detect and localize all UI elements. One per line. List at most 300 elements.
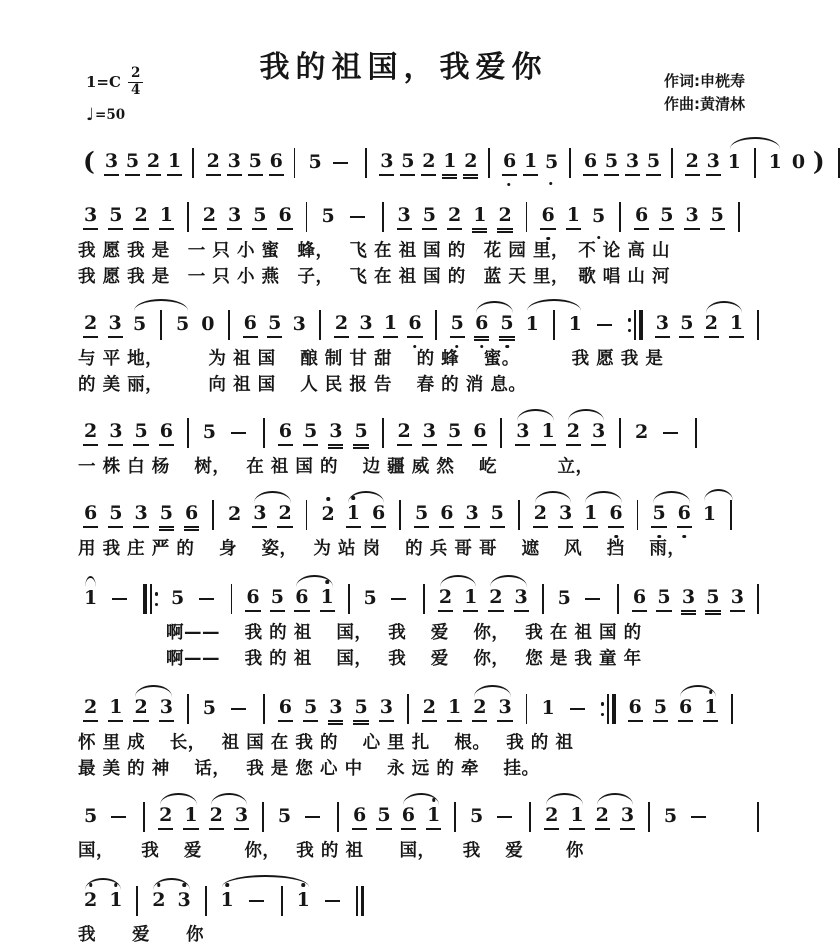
note-digit: 5 [710, 204, 725, 230]
note [604, 150, 617, 176]
thick-barline [639, 310, 643, 340]
note [177, 889, 192, 913]
note [146, 150, 159, 176]
note-digit: 6 [184, 502, 199, 528]
lyrics-row: 用 我 庄 严 的 身 姿， 为 站 岗 的 兵 哥 哥 遮 风 挡 雨， [78, 539, 686, 559]
notation-row [78, 688, 767, 730]
barline [187, 694, 189, 724]
note-digit: 6 [632, 586, 647, 612]
note-digit: 6 [245, 586, 260, 612]
note [442, 150, 455, 176]
note [634, 421, 649, 445]
note-digit: 1 [109, 889, 123, 911]
note [591, 205, 606, 229]
barline [263, 418, 265, 448]
slur [578, 502, 628, 528]
note [400, 150, 413, 176]
note [568, 313, 583, 337]
note [278, 420, 293, 446]
note [108, 204, 123, 230]
dash-note [597, 324, 612, 327]
note-digit: 5 [353, 420, 368, 446]
note [358, 312, 373, 338]
music-system [78, 142, 825, 184]
note-digit: 3 [464, 502, 479, 528]
note [422, 420, 437, 446]
note-digit: 3 [379, 150, 394, 176]
note-digit: 1 [525, 313, 539, 335]
barline [619, 418, 621, 448]
barline [526, 202, 528, 232]
barline [542, 584, 544, 614]
meter-numerator: 2 [128, 66, 143, 83]
note-digit: 2 [566, 420, 581, 446]
note [320, 205, 335, 229]
note-digit: 6 [278, 420, 293, 446]
note-digit: 2 [321, 503, 335, 525]
note [278, 696, 293, 722]
note [422, 204, 437, 230]
note-digit: 5 [248, 150, 263, 176]
slur [697, 500, 740, 530]
note [558, 502, 573, 528]
note-digit: 2 [277, 502, 292, 528]
note-digit: 2 [422, 696, 437, 722]
note-digit: 5 [591, 205, 606, 227]
barline [423, 584, 425, 614]
octave-dot-below [507, 183, 511, 187]
note-digit: 3 [159, 696, 174, 722]
note [83, 204, 98, 230]
note-digit: 3 [620, 804, 635, 830]
note [133, 420, 148, 446]
note-digit: 2 [133, 696, 148, 722]
note-digit: 1 [296, 889, 310, 911]
note-digit: 2 [83, 696, 98, 722]
note [677, 502, 692, 528]
note [108, 312, 123, 338]
note-digit: 2 [397, 420, 412, 446]
quarter-note-icon: ♩ [86, 104, 95, 125]
note-digit: 2 [146, 150, 161, 176]
note [653, 696, 668, 722]
repeat-dots [601, 702, 605, 716]
note [159, 502, 174, 528]
barline [757, 310, 759, 340]
note [514, 586, 529, 612]
note [159, 204, 174, 230]
note [544, 804, 559, 830]
barline [143, 802, 145, 832]
octave-dot-below [549, 182, 553, 186]
note-digit: 5 [422, 204, 437, 230]
note-digit: 1 [729, 312, 744, 338]
barline [205, 886, 207, 916]
note-digit: 3 [108, 312, 123, 338]
note-digit: 1 [320, 586, 335, 612]
barline [294, 148, 296, 178]
note [544, 151, 557, 175]
note [656, 586, 670, 612]
note-digit: 6 [678, 696, 693, 722]
note [83, 420, 98, 446]
note-digit: 6 [472, 420, 487, 446]
note [158, 804, 173, 830]
note [651, 502, 666, 528]
note [379, 150, 392, 176]
lyrics-row: 最 美 的 神 话， 我 是 您 心 中 永 远 的 牵 挂。 [78, 759, 540, 779]
note [108, 502, 123, 528]
slur [78, 587, 103, 611]
note [296, 889, 311, 913]
note [659, 204, 674, 230]
note [729, 312, 744, 338]
note [569, 804, 584, 830]
slur [146, 889, 196, 913]
note [407, 312, 422, 338]
barline [382, 202, 384, 232]
note-digit: 3 [706, 150, 721, 176]
note [540, 697, 555, 721]
note-digit: 1 [703, 696, 718, 722]
repeat-end [628, 310, 643, 340]
note-digit: 6 [474, 312, 489, 338]
note [515, 420, 530, 446]
note-digit: 1 [569, 804, 584, 830]
note [245, 586, 259, 612]
note-digit: 6 [277, 204, 292, 230]
octave-dot-below [413, 345, 417, 349]
slur [469, 312, 519, 338]
octave-dot-below [480, 345, 484, 349]
note-digit: 5 [651, 502, 666, 528]
note [681, 586, 695, 612]
note [108, 889, 123, 913]
lyrics-row: 的 美 丽， 向 祖 国 人 民 报 告 春 的 消 息。 [78, 375, 527, 395]
tempo-marking [86, 105, 143, 125]
barline [617, 584, 619, 614]
note-digit: 2 [158, 804, 173, 830]
music-system [78, 304, 767, 398]
note-digit: 5 [653, 696, 668, 722]
note-digit: 5 [176, 313, 190, 335]
note-digit: 5 [604, 150, 619, 176]
barline [648, 802, 650, 832]
thin-barline [607, 694, 609, 724]
note-digit: 1 [167, 150, 182, 176]
note [685, 150, 698, 176]
note-digit: 6 [371, 502, 386, 528]
note [523, 150, 536, 176]
note [705, 586, 719, 612]
barline [160, 310, 162, 340]
note-digit: 1 [442, 150, 457, 176]
note [83, 696, 98, 722]
note [557, 587, 571, 611]
note [234, 804, 249, 830]
note-digit: 3 [358, 312, 373, 338]
note-digit: 3 [83, 204, 98, 230]
music-system [78, 688, 767, 782]
note [277, 204, 292, 230]
note [414, 502, 429, 528]
note [450, 312, 465, 338]
note-digit: 2 [209, 804, 224, 830]
thick-barline [143, 584, 147, 614]
note-digit: 5 [303, 420, 318, 446]
note [533, 502, 548, 528]
octave-dot-above [325, 580, 329, 584]
note-digit: 2 [533, 502, 548, 528]
note-digit: 3 [730, 586, 745, 612]
note [83, 587, 98, 611]
note-digit: 5 [469, 805, 484, 827]
note [175, 313, 190, 337]
note-digit: 6 [294, 586, 309, 612]
dash-note [305, 816, 320, 819]
note-digit: 3 [515, 420, 530, 446]
note [540, 420, 555, 446]
barline [231, 584, 233, 614]
slur [467, 696, 517, 722]
notation-row [78, 880, 767, 922]
score [0, 142, 825, 948]
barline [757, 584, 759, 614]
note [727, 151, 742, 175]
note [632, 586, 646, 612]
note [183, 804, 198, 830]
barline [187, 202, 189, 232]
note-digit: 2 [595, 804, 610, 830]
note-digit: 3 [558, 502, 573, 528]
slur [723, 148, 787, 178]
dash-note [249, 900, 264, 903]
barline [695, 418, 697, 448]
note-digit: 1 [220, 889, 234, 911]
barline [263, 694, 265, 724]
barline [435, 310, 437, 340]
note-digit: 2 [704, 312, 719, 338]
note-digit: 1 [566, 204, 581, 230]
note [730, 586, 744, 612]
note-digit: 5 [270, 586, 285, 612]
octave-dot-below [505, 345, 509, 349]
note-digit: 2 [463, 150, 478, 176]
note-digit: 0 [201, 313, 215, 335]
note-digit: 1 [84, 587, 98, 609]
note-digit: 5 [125, 150, 140, 176]
repeat-start [143, 584, 158, 614]
slur [699, 312, 749, 338]
note [83, 889, 98, 913]
note [133, 696, 148, 722]
lyrics-row: 怀 里 成 长， 祖 国 在 我 的 心 里 扎 根。 我 的 祖 [78, 733, 574, 753]
repeat-dots [155, 592, 159, 606]
slur [128, 696, 178, 722]
note [463, 150, 476, 176]
octave-dot-above [89, 883, 93, 887]
note [227, 150, 240, 176]
note [83, 502, 98, 528]
note [447, 204, 462, 230]
note-digit: 5 [376, 804, 391, 830]
octave-dot-above [326, 497, 330, 501]
slur [289, 586, 339, 612]
note [227, 204, 242, 230]
note [277, 502, 292, 528]
note-digit: 3 [108, 420, 123, 446]
tempo-value: =50 [95, 106, 126, 123]
note-digit: 2 [84, 889, 98, 911]
note-digit: 1 [702, 503, 717, 525]
note [497, 696, 512, 722]
note-digit: 1 [383, 312, 398, 338]
slur [215, 886, 316, 916]
note-digit: 5 [545, 151, 559, 173]
note-digit: 5 [490, 502, 505, 528]
note [363, 587, 377, 611]
notation-row [78, 412, 767, 454]
slur [153, 804, 203, 830]
slur [561, 420, 611, 446]
note [269, 150, 282, 176]
note-digit: 2 [497, 204, 512, 230]
dash-note [112, 598, 127, 601]
note-digit: 5 [705, 586, 720, 612]
note [294, 586, 309, 612]
note-digit: 5 [171, 587, 185, 609]
note [401, 804, 416, 830]
lyrics-row: 一 株 白 杨 树， 在 祖 国 的 边 疆 威 然 屹 立， [78, 457, 594, 477]
note [710, 204, 725, 230]
note [706, 150, 719, 176]
note [202, 697, 217, 721]
note [703, 696, 718, 722]
slur [528, 502, 578, 528]
barline [569, 148, 571, 178]
dash-note [585, 598, 600, 601]
note [307, 151, 320, 175]
note [791, 151, 804, 175]
note [270, 586, 284, 612]
dash-note [691, 816, 706, 819]
note-digit: 1 [768, 151, 782, 173]
note [252, 502, 267, 528]
barline [500, 418, 502, 448]
note [463, 586, 478, 612]
notation-row [78, 578, 767, 620]
note-digit: 5 [321, 205, 335, 227]
barline [262, 802, 264, 832]
note-digit: 5 [308, 151, 322, 173]
note [540, 204, 555, 230]
notation-row [78, 796, 767, 838]
note-digit: 6 [583, 150, 598, 176]
note-digit: 2 [472, 696, 487, 722]
octave-dot-below [614, 535, 618, 539]
note [243, 312, 258, 338]
note-digit: 3 [227, 204, 242, 230]
octave-dot-above [432, 798, 436, 802]
key-signature [86, 66, 143, 125]
note-digit: 2 [206, 150, 221, 176]
barline [281, 886, 283, 916]
note-digit: 3 [328, 420, 343, 446]
octave-dot-below [546, 237, 550, 241]
note [620, 804, 635, 830]
note [447, 420, 462, 446]
barline [738, 202, 740, 232]
note [252, 204, 267, 230]
note [472, 696, 487, 722]
barline [731, 694, 733, 724]
notation-row [78, 196, 767, 238]
key-and-meter [86, 66, 143, 98]
dash-note [231, 432, 246, 435]
barline [212, 500, 214, 530]
note [184, 502, 199, 528]
note-digit: 3 [681, 586, 696, 612]
note-digit: 1 [426, 804, 441, 830]
note [566, 204, 581, 230]
note [202, 421, 217, 445]
barline [518, 500, 520, 530]
barline [407, 694, 409, 724]
note-digit: 1 [541, 697, 555, 719]
octave-dot-above [352, 496, 356, 500]
barline [529, 802, 531, 832]
barline [306, 500, 308, 530]
note-digit: 2 [685, 150, 700, 176]
composer-credit: 作曲:黄清林 [664, 94, 745, 113]
note-digit: 2 [634, 421, 649, 443]
note [303, 696, 318, 722]
dash-note [497, 816, 512, 819]
barline [454, 802, 456, 832]
note [768, 151, 783, 175]
note-digit: 5 [159, 502, 174, 528]
note [206, 150, 219, 176]
note [525, 313, 540, 337]
note [227, 503, 242, 527]
note [248, 150, 261, 176]
barline [187, 418, 189, 448]
note [167, 150, 180, 176]
note-digit: 5 [557, 587, 571, 609]
note [634, 204, 649, 230]
note [422, 696, 437, 722]
note-digit: 2 [227, 503, 242, 525]
slur [204, 804, 254, 830]
barline [488, 148, 490, 178]
note [352, 804, 366, 830]
notation-row [78, 304, 767, 346]
lyrics-row: 与 平 地， 为 祖 国 酿 制 甘 甜 的 蜂 蜜。 我 愿 我 是 [78, 349, 664, 369]
note-digit: 5 [656, 586, 671, 612]
note-digit: 1 [568, 313, 582, 335]
dash-note [325, 900, 340, 903]
octave-dot-above [301, 883, 305, 887]
note [655, 312, 670, 338]
note [469, 805, 483, 829]
close-paren: ) [812, 146, 825, 176]
note-digit: 2 [83, 312, 98, 338]
note-digit: 6 [243, 312, 258, 338]
note [472, 420, 487, 446]
music-system [78, 494, 767, 562]
slur [590, 804, 640, 830]
note-digit: 1 [346, 502, 361, 528]
